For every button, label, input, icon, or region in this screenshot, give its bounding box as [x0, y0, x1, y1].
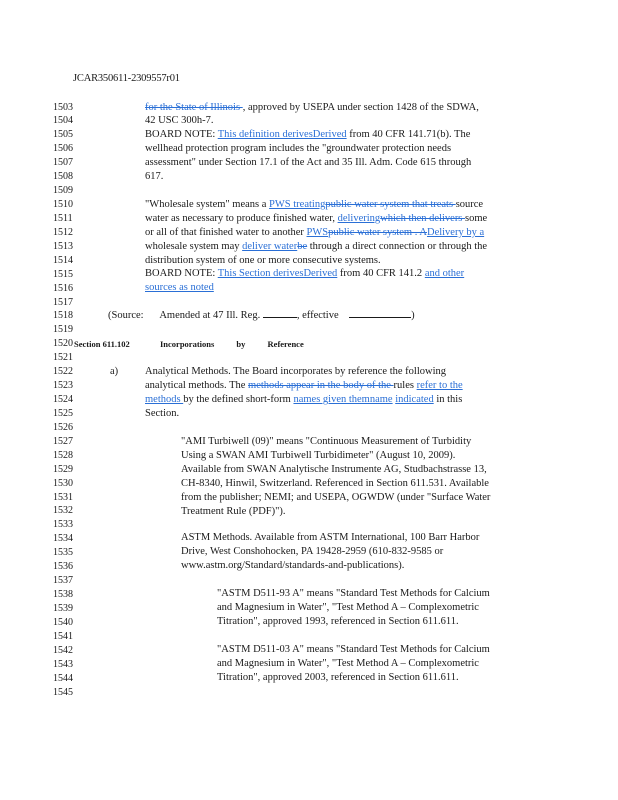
- line-number: 1531: [53, 491, 73, 503]
- section-number: Section 611.102: [74, 339, 130, 349]
- line-number: 1541: [53, 630, 73, 642]
- board-note: BOARD NOTE: This Section derivesDerived from 40 CFR 141.2 and other: [145, 268, 465, 279]
- line-number: 1536: [53, 561, 73, 573]
- line-number: 1511: [53, 212, 73, 224]
- line-number: 1529: [53, 463, 73, 475]
- inserted-text: refer to the: [416, 380, 463, 391]
- line-number: 1528: [53, 449, 73, 461]
- text-line: Treatment Rule (PDF)").: [181, 506, 286, 517]
- text-line: Titration", approved 1993, referenced in Section 611.611.: [217, 616, 459, 627]
- inserted-text: delivering: [337, 213, 381, 224]
- line-number: 1533: [53, 519, 73, 531]
- inserted-text: names given themname: [293, 394, 393, 405]
- line-number: 1516: [53, 282, 73, 294]
- blank-reg-number: [263, 317, 297, 318]
- astm-methods-heading: ASTM Methods. Available from ASTM International, 100 Barr Harbor: [181, 532, 480, 543]
- inserted-text: This Section derivesDerived: [217, 268, 338, 279]
- deleted-text: public water system . A: [328, 227, 427, 238]
- inserted-text: methods: [145, 394, 184, 405]
- line-number: 1543: [53, 658, 73, 670]
- text-line: Using a SWAN AMI Turbiwell Turbidimeter" (August 10, 2009).: [181, 450, 456, 461]
- definition-ami-turbiwell: "AMI Turbiwell (09)" means "Continuous Measurement of Turbidity: [181, 436, 472, 447]
- line-number: 1545: [53, 686, 73, 698]
- definition-wholesale-system: "Wholesale system" means a PWS treatingpublic water system that treats source: [145, 199, 484, 210]
- line-number: 1540: [53, 616, 73, 628]
- definition-astm-d511-03: "ASTM D511-03 A" means "Standard Test Methods for Calcium: [217, 644, 490, 655]
- line-number: 1517: [53, 296, 73, 308]
- blank-effective-date: [349, 317, 411, 318]
- line-number: 1522: [53, 366, 73, 378]
- line-number: 1512: [53, 226, 73, 238]
- inserted-text: PWS: [306, 227, 329, 238]
- text-line: from the publisher; NEMI; and USEPA, OGWDW (under "Surface Water: [181, 492, 491, 503]
- line-number: 1513: [53, 240, 73, 252]
- subsection-label: a): [110, 366, 119, 377]
- line-number: 1523: [53, 380, 73, 392]
- line-number: 1518: [53, 310, 73, 322]
- deleted-text: be: [297, 241, 308, 252]
- line-number: 1509: [53, 185, 73, 197]
- text-line: assessment" under Section 17.1 of the Act and 35 Ill. Adm. Code 615 through: [145, 157, 472, 168]
- definition-astm-d511-93: "ASTM D511-93 A" means "Standard Test Methods for Calcium: [217, 588, 490, 599]
- inserted-text: sources as noted: [145, 282, 214, 293]
- line-number: 1519: [53, 324, 73, 336]
- deleted-text: public water system that treats: [325, 199, 456, 210]
- text-line: methods by the defined short-form names given themname indicated in this: [145, 394, 463, 405]
- line-number: 1506: [53, 143, 73, 155]
- deleted-text: for the State of Illinois: [145, 102, 243, 113]
- text-line: and Magnesium in Water", "Test Method A – Complexometric: [217, 602, 479, 613]
- text-line: and Magnesium in Water", "Test Method A – Complexometric: [217, 658, 479, 669]
- line-number: 1508: [53, 171, 73, 183]
- line-number: 1507: [53, 157, 73, 169]
- inserted-text: This definition derivesDerived: [217, 129, 347, 140]
- text-line: 617.: [145, 171, 164, 182]
- line-number: 1525: [53, 407, 73, 419]
- text-line: www.astm.org/Standard/standards-and-publications).: [181, 560, 405, 571]
- text-line: Titration", approved 2003, referenced in Section 611.611.: [217, 672, 459, 683]
- line-number: 1504: [53, 115, 73, 127]
- inserted-text: PWS treating: [269, 199, 326, 210]
- text-line: wellhead protection program includes the "groundwater protection needs: [145, 143, 452, 154]
- text-line: CH-8340, Hinwil, Switzerland. Referenced in Section 611.531. Available: [181, 478, 489, 489]
- line-number: 1534: [53, 533, 73, 545]
- text-line: wholesale system may deliver waterbe through a direct connection or through the: [145, 241, 488, 252]
- board-note: BOARD NOTE: This definition derivesDerived from 40 CFR 141.71(b). The: [145, 129, 471, 140]
- line-number: 1524: [53, 394, 73, 406]
- text-line: for the State of Illinois , approved by USEPA under section 1428 of the SDWA,: [145, 102, 479, 113]
- text-line: Analytical Methods. The Board incorporates by reference the following: [145, 366, 446, 377]
- deleted-text: methods appear in the body of the: [248, 380, 394, 391]
- deleted-text: which then delivers: [380, 213, 466, 224]
- line-number: 1539: [53, 602, 73, 614]
- source-note: (Source: Amended at 47 Ill. Reg. , effective ): [108, 310, 415, 321]
- line-number: 1535: [53, 547, 73, 559]
- line-number: 1521: [53, 352, 73, 364]
- inserted-text: Delivery by a: [426, 227, 485, 238]
- line-number: 1538: [53, 589, 73, 601]
- line-number: 1527: [53, 435, 73, 447]
- text-line: Available from SWAN Analytische Instrumente AG, Studbachstrasse 13,: [181, 464, 487, 475]
- line-number: 1520: [53, 338, 73, 350]
- line-number: 1537: [53, 575, 73, 587]
- text-line: analytical methods. The methods appear in the body of the rules refer to the: [145, 380, 463, 391]
- line-number: 1542: [53, 644, 73, 656]
- line-number: 1510: [53, 199, 73, 210]
- text-line: 42 USC 300h-7.: [145, 115, 214, 126]
- line-number: 1544: [53, 672, 73, 684]
- line-number: 1526: [53, 421, 73, 433]
- text-line: or all of that finished water to another PWSpublic water system . ADelivery by a: [145, 227, 485, 238]
- section-title: Incorporations by Reference: [160, 339, 304, 349]
- inserted-text: deliver water: [242, 241, 298, 252]
- line-number: 1515: [53, 268, 73, 280]
- line-number: 1530: [53, 477, 73, 489]
- text-line: Section.: [145, 408, 180, 419]
- text-line: water as necessary to produce finished water, deliveringwhich then delivers some: [145, 213, 488, 224]
- line-number: 1503: [53, 101, 73, 113]
- inserted-text: and other: [424, 268, 465, 279]
- line-number: 1532: [53, 505, 73, 517]
- document-header: JCAR350611-2309557r01: [73, 73, 180, 84]
- line-number: 1514: [53, 254, 73, 266]
- text-line: Drive, West Conshohocken, PA 19428-2959 (610-832-9585 or: [181, 546, 444, 557]
- text-line: [145, 282, 214, 294]
- inserted-text: indicated: [395, 394, 434, 405]
- text-line: distribution system of one or more consecutive systems.: [145, 255, 381, 266]
- line-number: 1505: [53, 129, 73, 141]
